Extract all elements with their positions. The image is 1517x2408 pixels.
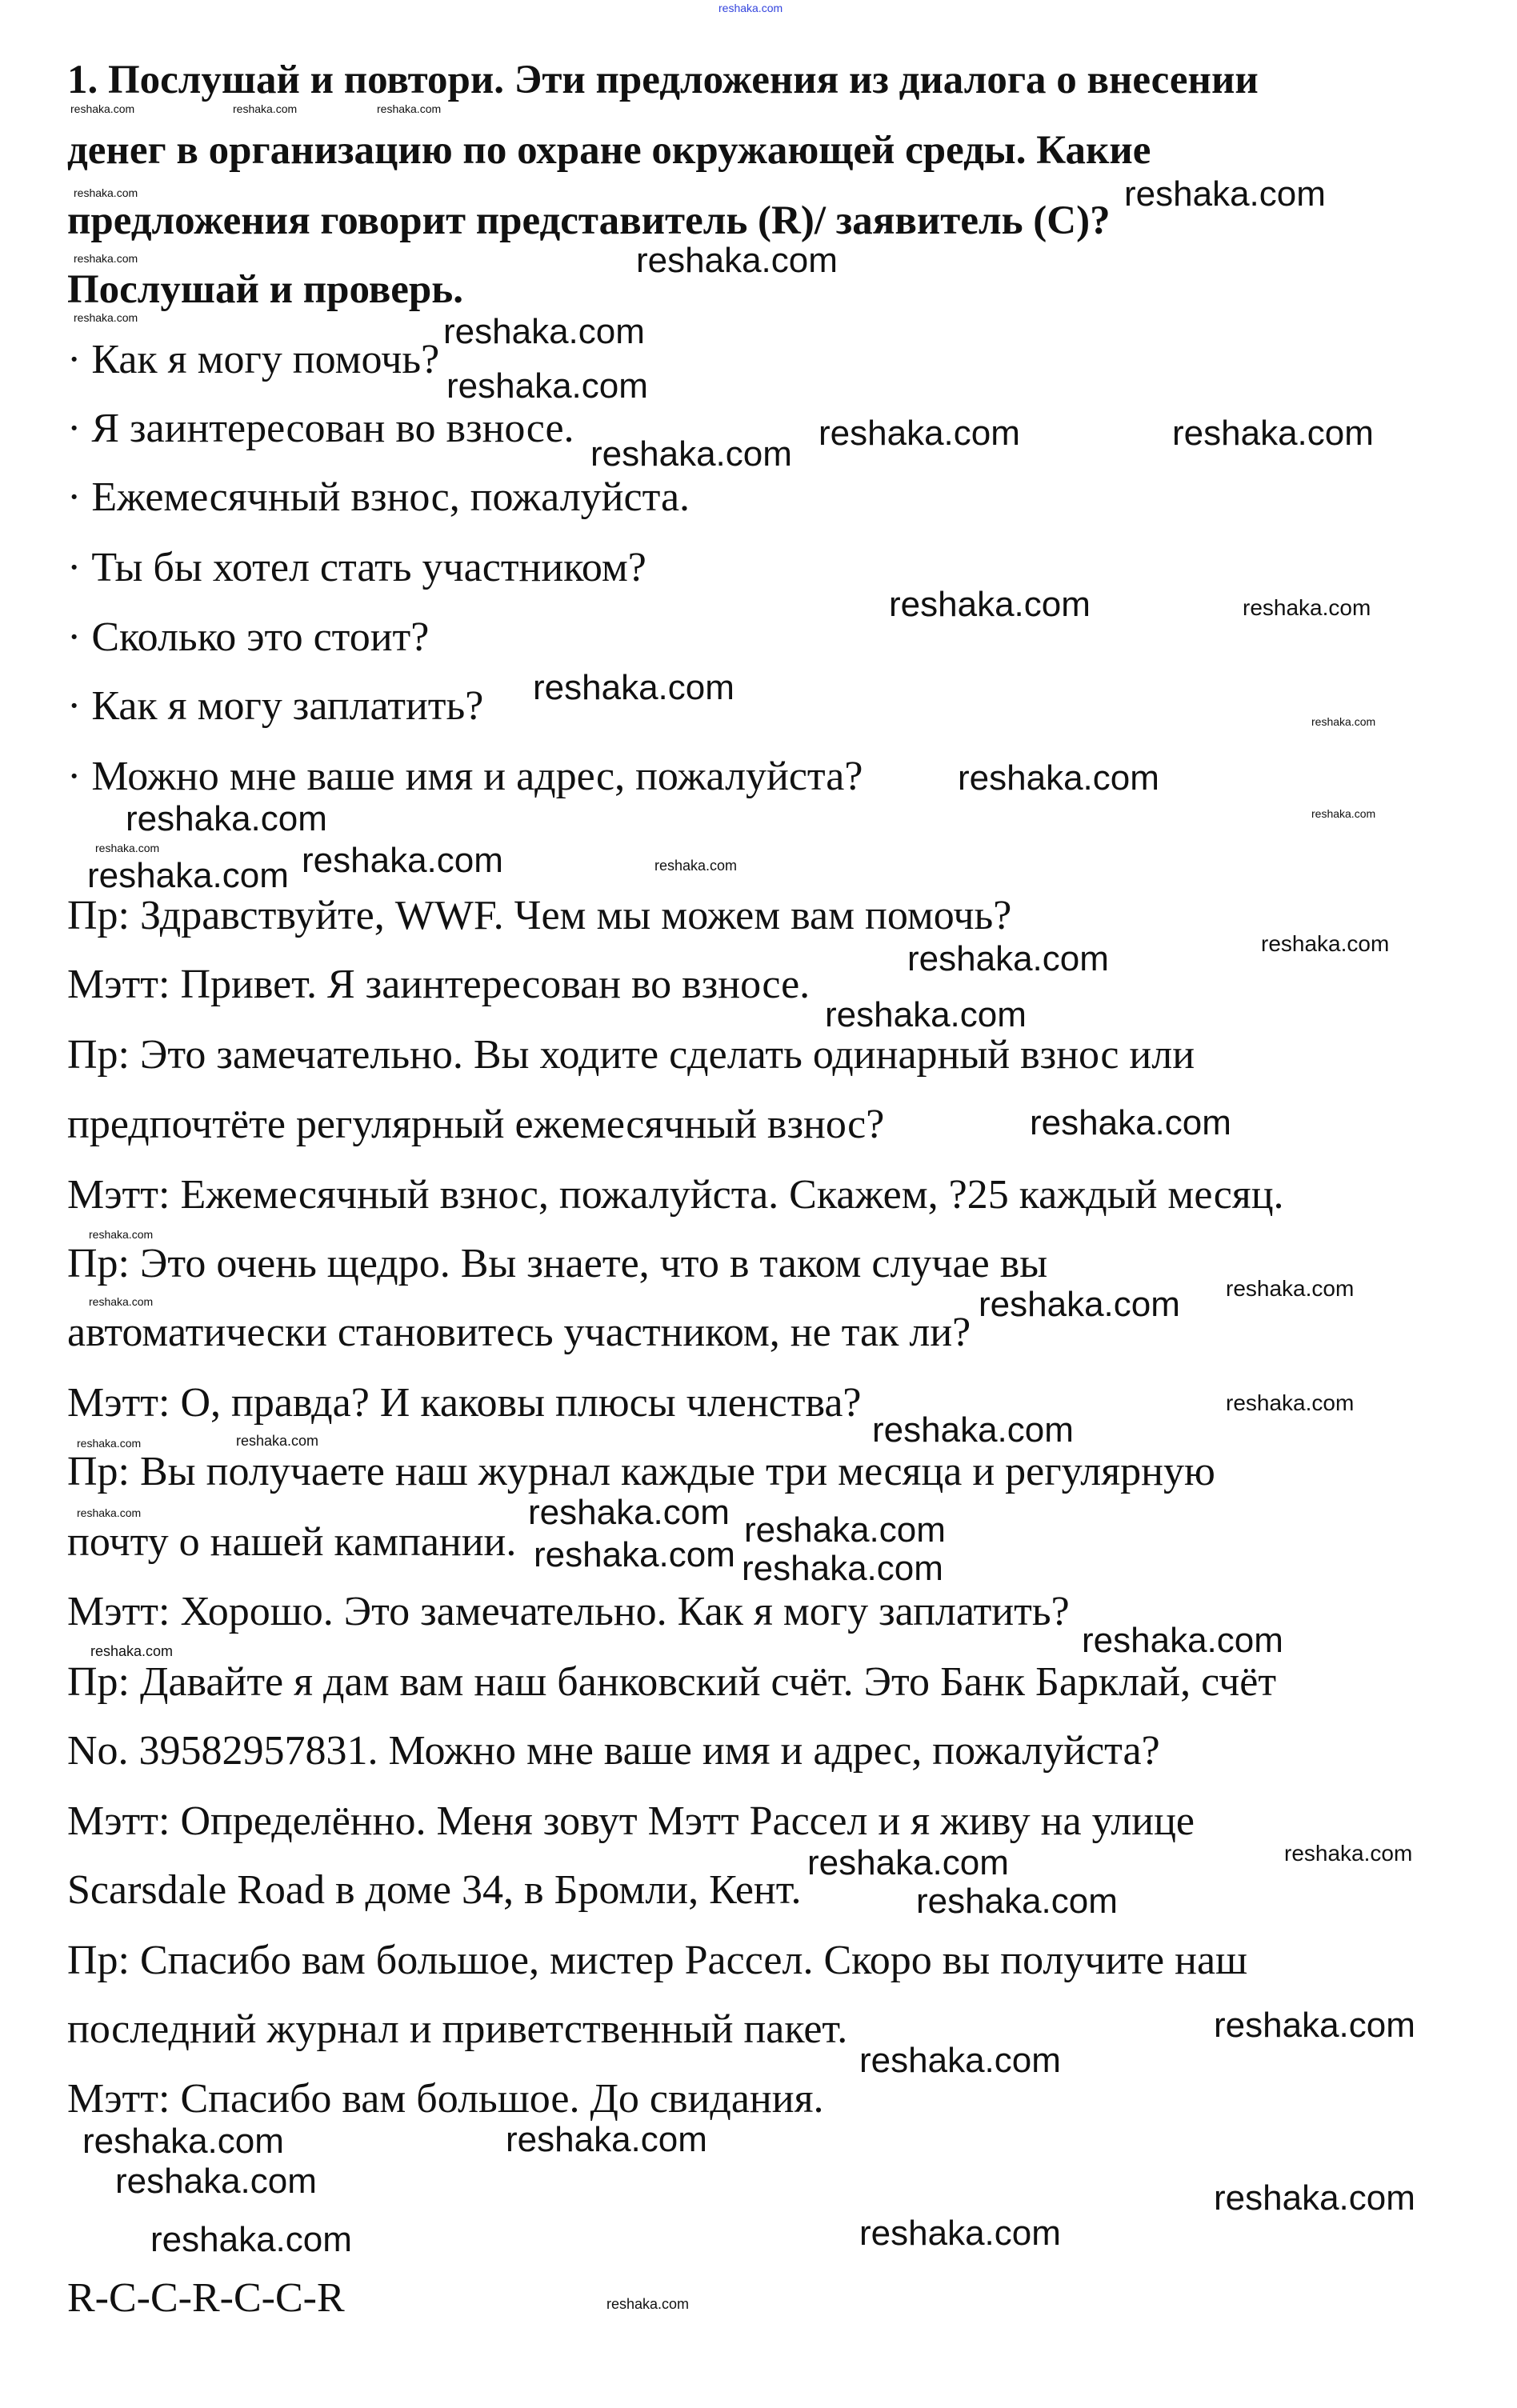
watermark: reshaka.com (77, 1437, 142, 1450)
watermark: reshaka.com (654, 858, 738, 874)
watermark: reshaka.com (233, 102, 298, 115)
watermark: reshaka.com (1284, 1841, 1413, 1866)
watermark: reshaka.com (70, 102, 135, 115)
phrase-item: · Сколько это стоит? (67, 614, 430, 660)
watermark: reshaka.com (958, 758, 1159, 798)
watermark: reshaka.com (979, 1285, 1180, 1324)
dialog-line: Мэтт: Определённо. Меня зовут Мэтт Рассел и я живу на улице (67, 1798, 1195, 1844)
watermark: reshaka.com (533, 668, 734, 707)
phrase-item: · Как я могу заплатить? (67, 683, 484, 729)
watermark: reshaka.com (446, 366, 648, 406)
dialog-line: Мэтт: Привет. Я заинтересован во взносе. (67, 962, 811, 1007)
watermark: reshaka.com (916, 1882, 1118, 1921)
watermark: reshaka.com (528, 1493, 730, 1532)
dialog-line: Мэтт: Ежемесячный взнос, пожалуйста. Скажем, ?25 каждый месяц. (67, 1172, 1284, 1218)
dialog-line: Пр: Это очень щедро. Вы знаете, что в таком случае вы (67, 1241, 1048, 1286)
dialog-line: Scarsdale Road в доме 34, в Бромли, Кент. (67, 1867, 802, 1913)
watermark: reshaka.com (636, 241, 838, 280)
watermark: reshaka.com (236, 1433, 319, 1449)
watermark: reshaka.com (859, 2214, 1061, 2253)
watermark: reshaka.com (89, 1228, 154, 1241)
dialog-line: Пр: Это замечательно. Вы ходите сделать одинарный взнос или (67, 1032, 1195, 1078)
watermark: reshaka.com (77, 1506, 142, 1519)
dialog-line: последний журнал и приветственный пакет. (67, 2006, 848, 2052)
watermark: reshaka.com (807, 1843, 1009, 1882)
watermark: reshaka.com (87, 856, 289, 895)
watermark: reshaka.com (1172, 414, 1374, 453)
watermark: reshaka.com (1311, 715, 1376, 728)
heading-line: 1. Послушай и повтори. Эти предложения из диалога о внесении (67, 58, 1259, 102)
watermark: reshaka.com (443, 312, 645, 351)
watermark-top: reshaka.com (718, 2, 783, 14)
watermark: reshaka.com (506, 2120, 707, 2159)
watermark: reshaka.com (1226, 1276, 1355, 1301)
answer-text: R-C-C-R-C-C-R (67, 2275, 345, 2321)
dialog-line: Мэтт: О, правда? И каковы плюсы членства? (67, 1380, 862, 1426)
watermark: reshaka.com (1214, 2006, 1415, 2045)
dialog-line: автоматически становитесь участником, не так ли? (67, 1310, 971, 1355)
watermark: reshaka.com (872, 1410, 1074, 1450)
dialog-line: Пр: Вы получаете наш журнал каждые три месяца и регулярную (67, 1449, 1215, 1494)
phrase-item: · Я заинтересован во взносе. (67, 406, 574, 451)
watermark: reshaka.com (95, 842, 160, 854)
heading-line: денег в организацию по охране окружающей среды. Какие (67, 128, 1151, 173)
watermark: reshaka.com (889, 585, 1091, 624)
dialog-line: Мэтт: Спасибо вам большое. До свидания. (67, 2076, 824, 2122)
phrase-item: · Как я могу помочь? (67, 337, 440, 382)
dialog-line: почту о нашей кампании. (67, 1519, 517, 1565)
watermark: reshaka.com (907, 939, 1109, 978)
phrase-item: · Ежемесячный взнос, пожалуйста. (67, 474, 690, 520)
watermark: reshaka.com (590, 434, 792, 474)
watermark: reshaka.com (534, 1535, 735, 1574)
watermark: reshaka.com (1082, 1621, 1283, 1660)
heading-line: предложения говорит представитель (R)/ заявитель (C)? (67, 198, 1111, 243)
watermark: reshaka.com (74, 252, 138, 265)
watermark: reshaka.com (115, 2162, 317, 2201)
watermark: reshaka.com (1214, 2178, 1415, 2218)
dialog-line: Мэтт: Хорошо. Это замечательно. Как я могу заплатить? (67, 1589, 1070, 1634)
watermark: reshaka.com (606, 2296, 690, 2312)
watermark: reshaka.com (1124, 174, 1326, 214)
watermark: reshaka.com (377, 102, 442, 115)
watermark: reshaka.com (744, 1510, 946, 1550)
watermark: reshaka.com (1311, 807, 1376, 820)
watermark: reshaka.com (825, 995, 1027, 1034)
watermark: reshaka.com (90, 1643, 174, 1659)
dialog-line: No. 39582957831. Можно мне ваше имя и адрес, пожалуйста? (67, 1728, 1160, 1774)
watermark: reshaka.com (82, 2122, 284, 2161)
watermark: reshaka.com (1030, 1103, 1231, 1142)
dialog-line: Пр: Давайте я дам вам наш банковский счёт. Это Банк Барклай, счёт (67, 1659, 1277, 1705)
phrase-item: · Ты бы хотел стать участником? (67, 545, 646, 590)
watermark: reshaka.com (1261, 931, 1390, 956)
watermark: reshaka.com (126, 799, 327, 838)
phrase-item: · Можно мне ваше имя и адрес, пожалуйста? (67, 754, 863, 799)
heading-line: Послушай и проверь. (67, 267, 463, 312)
watermark: reshaka.com (74, 186, 138, 199)
dialog-line: предпочтёте регулярный ежемесячный взнос? (67, 1102, 885, 1147)
dialog-line: Пр: Спасибо вам большое, мистер Рассел. Скоро вы получите наш (67, 1938, 1248, 1983)
watermark: reshaka.com (859, 2041, 1061, 2080)
watermark: reshaka.com (89, 1295, 154, 1308)
watermark: reshaka.com (74, 311, 138, 324)
dialog-line: Пр: Здравствуйте, WWF. Чем мы можем вам помочь? (67, 893, 1012, 938)
watermark: reshaka.com (1226, 1390, 1355, 1415)
watermark: reshaka.com (819, 414, 1020, 453)
watermark: reshaka.com (302, 841, 503, 880)
watermark: reshaka.com (1243, 595, 1371, 620)
watermark: reshaka.com (150, 2220, 352, 2259)
watermark: reshaka.com (742, 1549, 943, 1588)
